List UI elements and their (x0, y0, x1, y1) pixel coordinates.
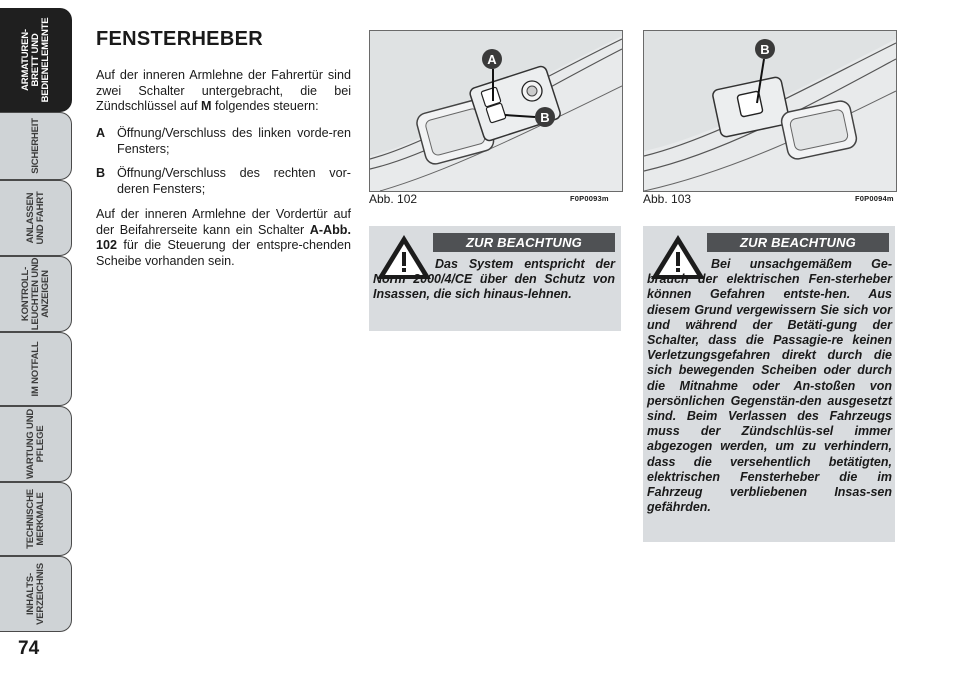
callout-b: B (760, 42, 770, 57)
page-number: 74 (18, 638, 40, 659)
warning-title: ZUR BEACHTUNG (433, 233, 615, 252)
intro-bold: M (201, 99, 212, 114)
item-key: A (96, 126, 106, 140)
tab-wartung[interactable] (0, 406, 72, 482)
tab-kontrollleuchten[interactable] (0, 256, 72, 332)
tab-im-notfall[interactable] (0, 332, 72, 406)
callout-a: A (487, 52, 497, 67)
intro-paragraph (96, 68, 351, 115)
item-text: Öffnung/Verschluss des rechten vor-deren Fensters; (117, 166, 351, 196)
item-key: B (96, 166, 106, 180)
tab-label: INHALTS- VERZEICHNIS (24, 563, 46, 625)
figure-caption: Abb. 102 (369, 192, 418, 206)
tab-label: IM NOTFALL (29, 341, 41, 397)
tab-label: ANLASSEN UND FAHRT (24, 191, 46, 245)
para2-text: Auf der inneren Armlehne der Vordertür auf der Beifahrerseite kann ein Schalter (96, 207, 351, 237)
figure-caption: Abb. 103 (643, 192, 692, 206)
tab-technische-merkmale[interactable] (0, 482, 72, 556)
tab-label: TECHNISCHE MERKMALE (24, 489, 46, 549)
figure-armrest-driver (369, 30, 623, 192)
intro-text-end: folgendes steuern: (211, 99, 319, 114)
warning-text: Bei unsachgemäßem Ge-brauch der elektrischen Fen-sterheber können Gefahren entste-hen. Aus diesem Grund vergewissern Sie sich vor und während der Betäti-gung der Schalter, dass die Passagie-re keinen Verletzungsgefahren direkt durch die sich bewegenden Scheiben oder durch die Mitnahme oder An-stoßen von persönlichen Gegenstän-den ausgesetzt sind. Beim Verlassen des Fahrzeugs muss der Zündschlüs-sel immer abgezogen werden, um zu verhindern, dass die versehentlich betätigten, elektrischen Fensterheber die im Fahrzeug verbliebenen Insas-sen gefährden. (647, 257, 892, 515)
figure-armrest-passenger (643, 30, 897, 192)
armrest-driver-illustration (370, 31, 622, 191)
intro-text: Auf der inneren Armlehne der Fahrertür sind zwei Schalter untergebracht, die bei Zündschlüssel auf (96, 68, 351, 114)
list-item (96, 166, 351, 197)
figure-code: F0P0094m (855, 194, 894, 203)
warning-box-norm (369, 226, 621, 331)
tab-anlassen[interactable] (0, 180, 72, 256)
page-title: FENSTERHEBER (96, 28, 263, 50)
tab-sicherheit[interactable] (0, 112, 72, 180)
tab-armaturenbrett[interactable] (0, 8, 72, 112)
warning-title: ZUR BEACHTUNG (707, 233, 889, 252)
second-paragraph (96, 207, 351, 269)
figure-code: F0P0093m (570, 194, 609, 203)
para2-bold: A-Abb. 102 (96, 222, 351, 253)
tab-inhaltsverzeichnis[interactable] (0, 556, 72, 632)
warning-text: Das System entspricht der Norm 2000/4/CE über den Schutz von Insassen, die sich hinaus-lehnen. (373, 257, 615, 302)
tab-label: ARMATUREN- BRETT UND BEDIENELEMENTE (19, 17, 51, 103)
item-text: Öffnung/Verschluss des linken vorde-ren Fensters; (117, 126, 351, 156)
tab-label: WARTUNG UND PFLEGE (24, 408, 46, 480)
warning-box-misuse (643, 226, 895, 542)
tab-label: KONTROLL- LEUCHTEN UND ANZEIGEN (19, 257, 51, 331)
chapter-sidebar (0, 0, 75, 677)
callout-b: B (540, 110, 550, 125)
para2-text-end: für die Steuerung der entspre-chenden Scheibe vorhanden sein. (96, 238, 351, 268)
tab-label: SICHERHEIT (29, 118, 41, 174)
list-item (96, 126, 351, 157)
armrest-passenger-illustration (644, 31, 896, 191)
